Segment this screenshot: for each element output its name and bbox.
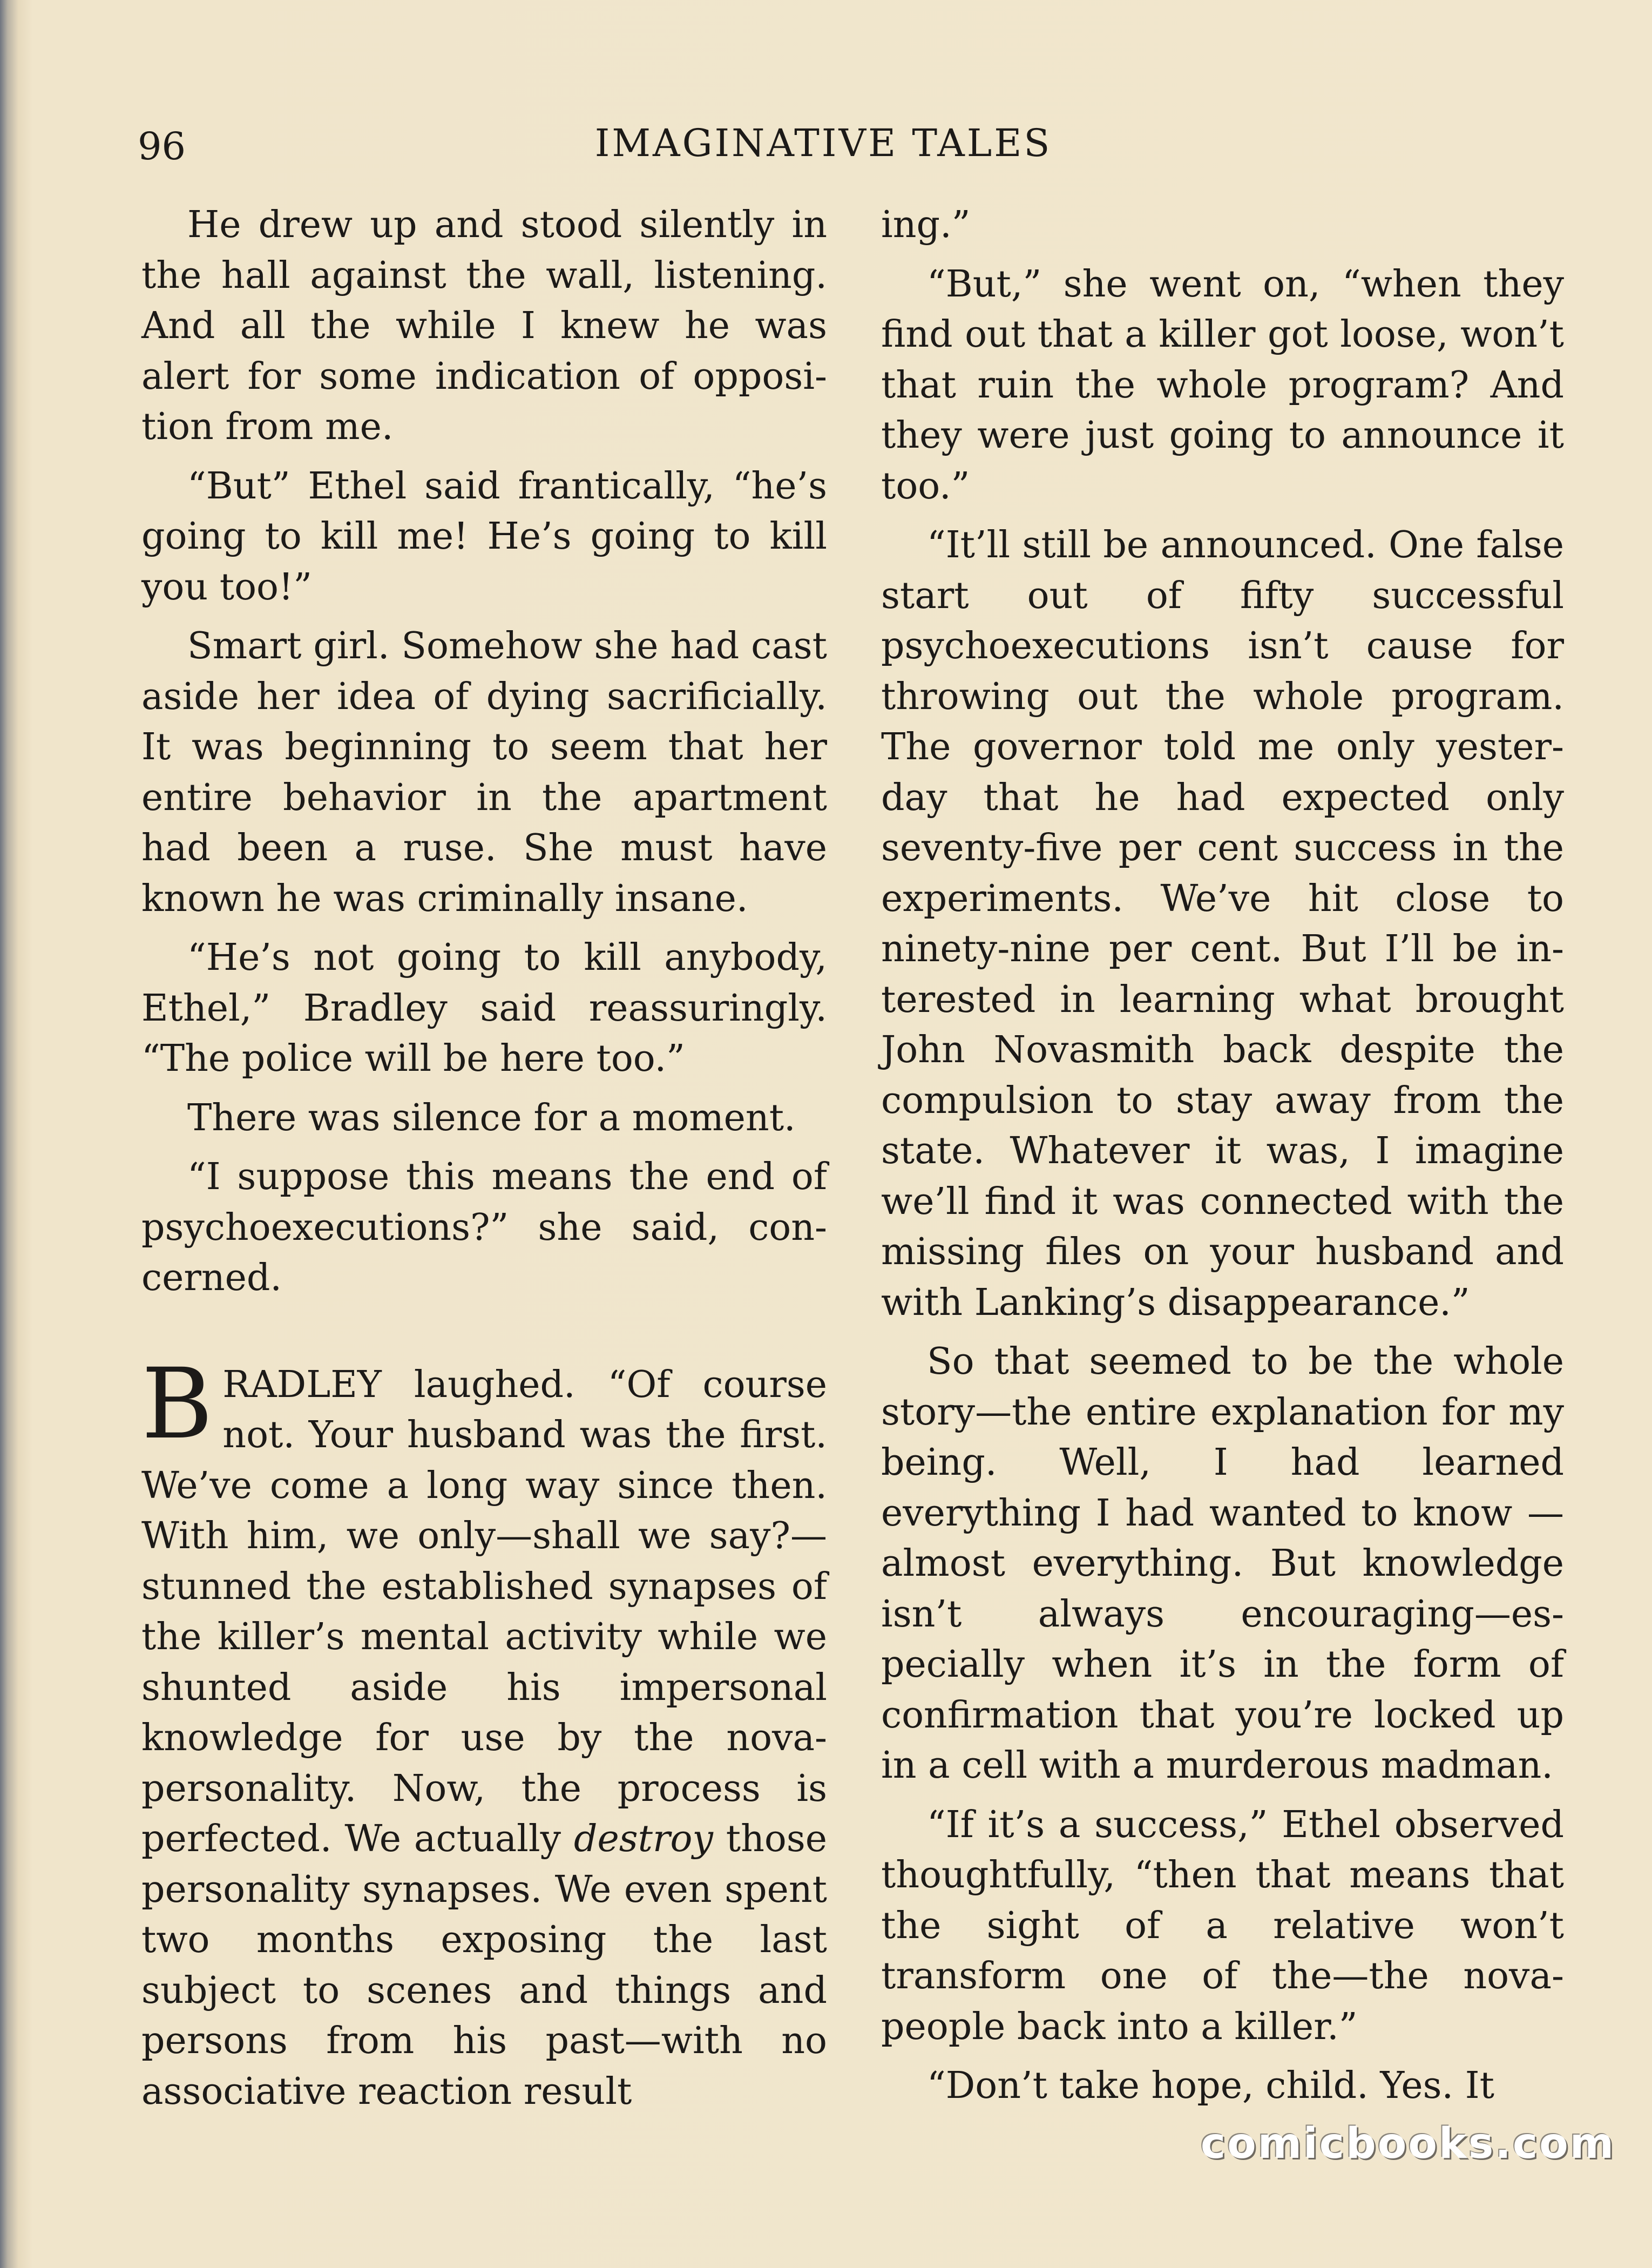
paragraph: “Don’t take hope, child. Yes. It	[927, 2064, 1494, 2107]
emphasis-text: destroy	[574, 1818, 713, 1860]
paragraph: Smart girl. Somehow she had cast aside her idea of dying sacrificially. It was beginning to seem that her entire behavior in the apartment had been a ruse. She must have known he was criminally insane.	[141, 625, 827, 920]
paragraph-continuation: ing.”	[881, 204, 971, 246]
page-number: 96	[138, 124, 186, 168]
paragraph: He drew up and stood silently in the hall against the wall, listening. And all the while I knew he was alert for some indication of opposition from me.	[141, 204, 827, 448]
paragraph: There was silence for a moment.	[187, 1096, 796, 1139]
paragraph: “But,” she went on, “when they find out that a killer got loose, won’t that ruin the whole program? And they were just going to announce it too.”	[881, 262, 1564, 508]
paragraph-text: RADLEY laughed. “Of course not. Your husband was the first. We’ve come a long way since then. With him, we only—shall we say?—stunned the established synapses of the killer’s mental activity while we shunted aside his impersonal knowledge for use by the nova-personality. Now, the process is perfected. We actually	[141, 1363, 827, 1860]
left-column	[141, 200, 827, 2125]
paragraph-text: those personality synapses. We even spent two months exposing the last subject to scenes and things and persons from his past—with no associative reaction result	[141, 1818, 827, 2113]
section-start-paragraph	[141, 1347, 827, 2117]
watermark: comicbooks.com	[1200, 2120, 1615, 2168]
paragraph: “It’ll still be announced. One false start out of fifty successful psychoexecutions isn’t cause for throwing out the whole program. The governor told me only yesterday that he had expected only seventy-five per cent success in the experiments. We’ve hit close to ninety-nine per cent. But I’ll be interested in learning what brought John Novasmith back despite the compulsion to stay away from the state. Whatever it was, I imagine we’ll find it was connected with the missing files on your husband and with Lanking’s disappearance.”	[881, 524, 1564, 1324]
paragraph: “If it’s a success,” Ethel observed thoughtfully, “then that means that the sight of a relative won’t transform one of the—the nova-people back into a killer.”	[881, 1803, 1564, 2048]
drop-cap: B	[141, 1347, 213, 1461]
paragraph: So that seemed to be the whole story—the entire explanation for my being. Well, I had learned everything I had wanted to know —almost everything. But knowledge isn’t always encouraging—especially when it’s in the form of confirmation that you’re locked up in a cell with a murderous madman.	[881, 1340, 1564, 1787]
page-header	[0, 118, 1652, 166]
paragraph: “I suppose this means the end of psychoexecutions?” she said, concerned.	[141, 1156, 827, 1299]
right-column	[881, 200, 1564, 2120]
paragraph: “But” Ethel said frantically, “he’s going to kill me! He’s going to kill you too!”	[141, 464, 827, 609]
paragraph: “He’s not going to kill anybody, Ethel,” Bradley said reassuringly. “The police will be here too.”	[141, 936, 827, 1080]
running-title: IMAGINATIVE TALES	[594, 121, 1052, 165]
